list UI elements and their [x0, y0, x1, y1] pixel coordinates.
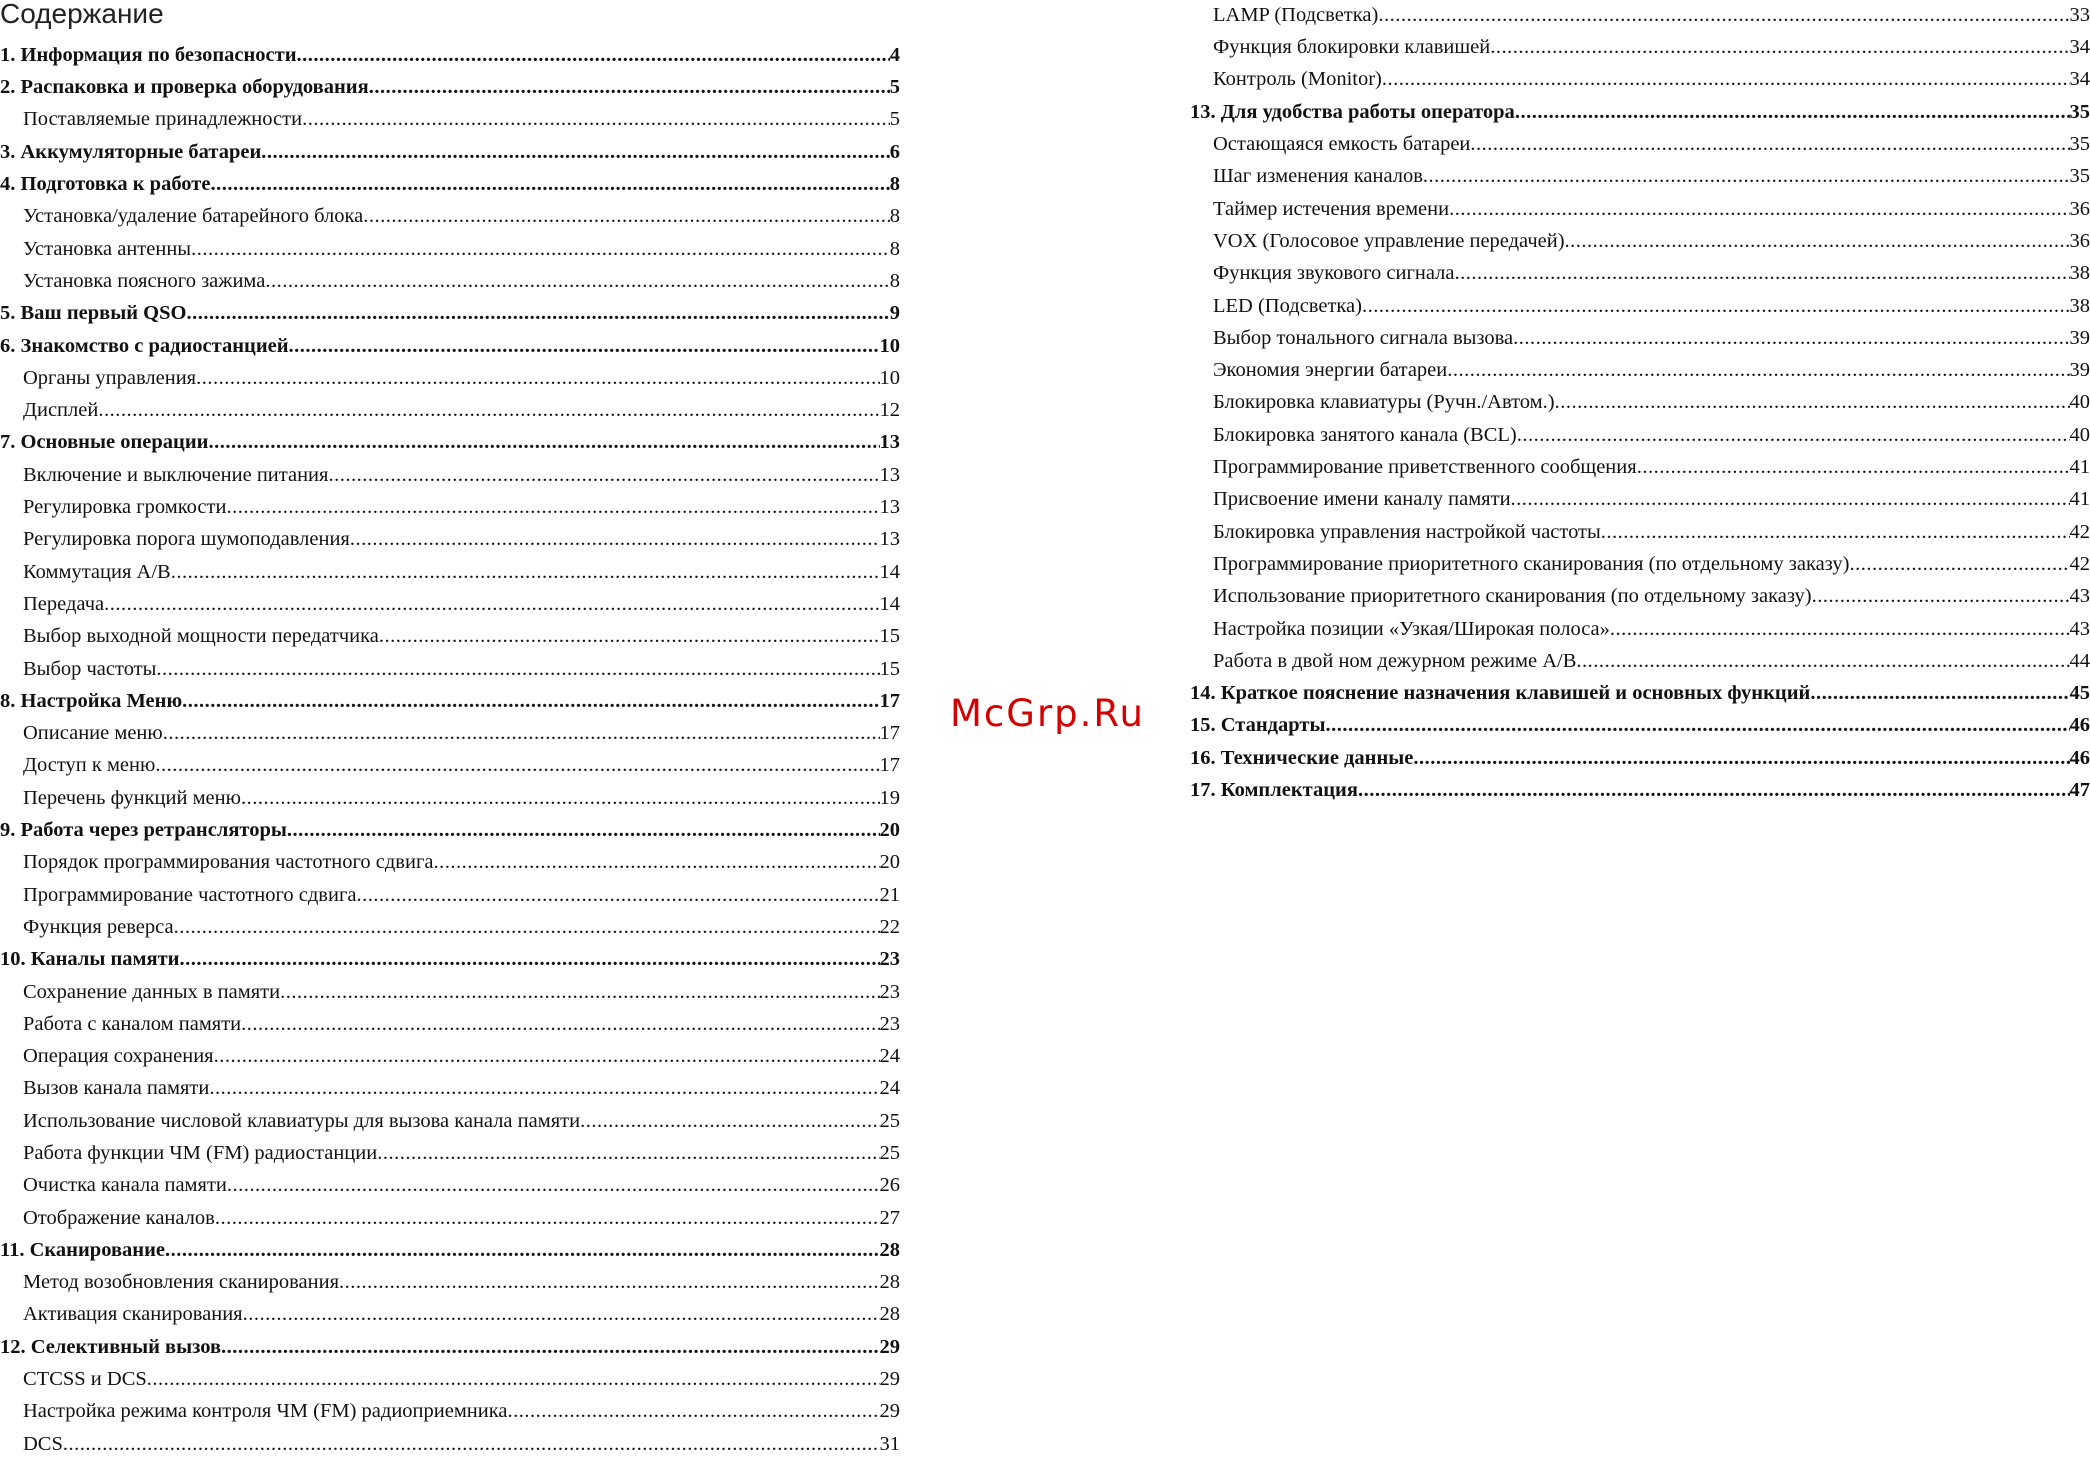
toc-entry-label: 5. Ваш первый QSO — [0, 303, 186, 324]
toc-page-number: 5 — [890, 77, 900, 98]
toc-dot-leader — [1576, 651, 2069, 672]
toc-dot-leader — [369, 77, 890, 98]
toc-dot-leader — [214, 1046, 880, 1067]
toc-page-number: 24 — [880, 1078, 901, 1099]
toc-dot-leader — [196, 368, 879, 389]
toc-section-entry[interactable] — [0, 943, 900, 975]
toc-dot-leader — [226, 497, 879, 518]
toc-dot-leader — [104, 594, 879, 615]
toc-subsection-entry[interactable] — [0, 265, 900, 297]
toc-subsection-entry[interactable] — [0, 1040, 900, 1072]
toc-page-number: 22 — [880, 917, 901, 938]
toc-entry-label: Регулировка громкости — [23, 497, 226, 518]
toc-subsection-entry[interactable] — [0, 717, 900, 749]
toc-dot-leader — [241, 1014, 879, 1035]
toc-dot-leader — [1513, 328, 2069, 349]
toc-section-entry[interactable] — [1190, 96, 2090, 128]
toc-dot-leader — [163, 723, 880, 744]
toc-subsection-entry[interactable] — [0, 556, 900, 588]
toc-entry-label: 15. Стандарты — [1190, 715, 1326, 736]
toc-dot-leader — [227, 1175, 880, 1196]
toc-entry-label: LED (Подсветка) — [1213, 296, 1362, 317]
toc-entry-label: 17. Комплектация — [1190, 780, 1358, 801]
toc-dot-leader — [191, 239, 890, 260]
toc-page-number: 39 — [2070, 328, 2090, 349]
toc-page-number: 8 — [890, 271, 900, 292]
toc-section-entry[interactable] — [0, 1331, 900, 1363]
toc-entry-label: Шаг изменения каналов — [1213, 166, 1423, 187]
toc-entry-label: 1. Информация по безопасности — [0, 45, 297, 66]
toc-entry-label: Включение и выключение питания — [23, 465, 328, 486]
toc-section-entry[interactable] — [1190, 677, 2090, 709]
toc-page-number: 43 — [2070, 586, 2090, 607]
toc-dot-leader — [1358, 780, 2070, 801]
toc-page-number: 28 — [880, 1240, 901, 1261]
toc-section-entry[interactable] — [0, 1234, 900, 1266]
toc-subsection-entry[interactable] — [1190, 419, 2090, 451]
toc-page-number: 27 — [880, 1208, 901, 1229]
toc-page-number: 31 — [880, 1434, 901, 1455]
toc-entry-label: 10. Каналы памяти — [0, 949, 179, 970]
toc-subsection-entry[interactable] — [0, 1363, 900, 1395]
toc-entry-label: Работа с каналом памяти — [23, 1014, 241, 1035]
toc-dot-leader — [1413, 748, 2069, 769]
toc-subsection-entry[interactable] — [0, 846, 900, 878]
toc-subsection-entry[interactable] — [1190, 451, 2090, 483]
toc-dot-leader — [302, 109, 890, 130]
toc-page-number: 36 — [2070, 199, 2090, 220]
toc-page-number: 42 — [2070, 522, 2090, 543]
toc-entry-label: Регулировка порога шумоподавления — [23, 529, 350, 550]
toc-dot-leader — [265, 271, 889, 292]
toc-page-number: 43 — [2070, 619, 2090, 640]
toc-entry-label: Выбор тонального сигнала вызова — [1213, 328, 1513, 349]
toc-subsection-entry[interactable] — [1190, 483, 2090, 515]
toc-dot-leader — [1601, 522, 2070, 543]
toc-dot-leader — [1362, 296, 2070, 317]
toc-dot-leader — [210, 174, 889, 195]
toc-subsection-entry[interactable] — [0, 620, 900, 652]
toc-entry-label: VOX (Голосовое управление передачей) — [1213, 231, 1565, 252]
toc-page-number: 20 — [880, 820, 901, 841]
toc-dot-leader — [339, 1272, 879, 1293]
toc-subsection-entry[interactable] — [0, 1008, 900, 1040]
toc-page-number: 45 — [2070, 683, 2090, 704]
toc-dot-leader — [580, 1111, 879, 1132]
toc-subsection-entry[interactable] — [0, 491, 900, 523]
toc-page-number: 41 — [2070, 457, 2090, 478]
toc-entry-label: Функция звукового сигнала — [1213, 263, 1455, 284]
toc-entry-label: Блокировка управления настройкой частоты — [1213, 522, 1601, 543]
toc-page-number: 5 — [890, 109, 900, 130]
toc-dot-leader — [356, 885, 879, 906]
toc-entry-label: Программирование частотного сдвига — [23, 885, 356, 906]
toc-entry-label: Органы управления — [23, 368, 196, 389]
toc-subsection-entry[interactable] — [0, 523, 900, 555]
toc-subsection-entry[interactable] — [0, 1169, 900, 1201]
toc-page-number: 36 — [2070, 231, 2090, 252]
toc-dot-leader — [155, 755, 879, 776]
toc-page-number: 33 — [2070, 5, 2090, 26]
toc-subsection-entry[interactable] — [0, 1137, 900, 1169]
toc-entry-label: 16. Технические данные — [1190, 748, 1413, 769]
toc-entry-label: Функция блокировки клавишей — [1213, 37, 1490, 58]
toc-page-number: 23 — [880, 949, 901, 970]
toc-subsection-entry[interactable] — [0, 104, 900, 136]
toc-dot-leader — [1423, 166, 2070, 187]
toc-page-number: 17 — [880, 723, 901, 744]
toc-dot-leader — [1517, 425, 2070, 446]
toc-page-number: 38 — [2070, 263, 2090, 284]
toc-entry-label: 6. Знакомство с радиостанцией — [0, 336, 289, 357]
toc-page-number: 13 — [880, 497, 901, 518]
toc-entry-label: Установка/удаление батарейного блока — [23, 206, 363, 227]
toc-section-entry[interactable] — [0, 330, 900, 362]
toc-dot-leader — [1382, 69, 2070, 90]
toc-dot-leader — [328, 465, 879, 486]
toc-entry-label: 4. Подготовка к работе — [0, 174, 210, 195]
toc-dot-leader — [171, 562, 880, 583]
toc-page-number: 14 — [880, 562, 901, 583]
toc-entry-label: Настройка режима контроля ЧМ (FM) радиоприемника — [23, 1401, 508, 1422]
toc-dot-leader — [98, 400, 879, 421]
toc-page-number: 14 — [880, 594, 901, 615]
toc-entry-label: CTCSS и DCS — [23, 1369, 147, 1390]
toc-dot-leader — [1610, 619, 2070, 640]
toc-dot-leader — [179, 949, 879, 970]
toc-entry-label: Описание меню — [23, 723, 163, 744]
toc-dot-leader — [1378, 5, 2069, 26]
toc-page-number: 29 — [880, 1369, 901, 1390]
toc-subsection-entry[interactable] — [0, 200, 900, 232]
toc-entry-label: 11. Сканирование — [0, 1240, 165, 1261]
toc-entry-label: Операция сохранения — [23, 1046, 214, 1067]
toc-dot-leader — [186, 303, 889, 324]
toc-entry-label: Выбор выходной мощности передатчика — [23, 626, 379, 647]
toc-entry-label: Работа функции ЧМ (FM) радиостанции — [23, 1143, 377, 1164]
toc-page-number: 28 — [880, 1304, 901, 1325]
toc-entry-label: Программирование приоритетного сканирования (по отдельному заказу) — [1213, 554, 1849, 575]
toc-dot-leader — [1490, 37, 2069, 58]
toc-page-number: 39 — [2070, 360, 2090, 381]
toc-dot-leader — [241, 788, 880, 809]
toc-page-number: 8 — [890, 239, 900, 260]
toc-page-number: 9 — [890, 303, 900, 324]
toc-entry-label: 8. Настройка Меню — [0, 691, 182, 712]
toc-section-entry[interactable] — [1190, 710, 2090, 742]
toc-page-number: 40 — [2070, 425, 2090, 446]
toc-entry-label: 2. Распаковка и проверка оборудования — [0, 77, 369, 98]
toc-page-number: 41 — [2070, 489, 2090, 510]
toc-subsection-entry[interactable] — [1190, 645, 2090, 677]
toc-page-number: 29 — [880, 1337, 901, 1358]
toc-page-number: 12 — [880, 400, 901, 421]
toc-page-number: 17 — [880, 755, 901, 776]
toc-entry-label: Экономия энергии батареи — [1213, 360, 1447, 381]
toc-dot-leader — [215, 1208, 880, 1229]
toc-subsection-entry[interactable] — [0, 879, 900, 911]
toc-page-number: 13 — [880, 465, 901, 486]
toc-page-number: 35 — [2070, 102, 2090, 123]
toc-page-number: 13 — [880, 529, 901, 550]
toc-dot-leader — [1447, 360, 2069, 381]
toc-entry-label: Работа в двой ном дежурном режиме A/B — [1213, 651, 1576, 672]
toc-entry-label: 14. Краткое пояснение назначения клавишей и основных функций — [1190, 683, 1810, 704]
toc-page-number: 29 — [880, 1401, 901, 1422]
toc-page-number: 15 — [880, 626, 901, 647]
toc-page-number: 28 — [880, 1272, 901, 1293]
toc-dot-leader — [1515, 102, 2070, 123]
toc-entry-label: Сохранение данных в памяти — [23, 982, 280, 1003]
toc-subsection-entry[interactable] — [1190, 0, 2090, 31]
toc-dot-leader — [221, 1337, 879, 1358]
toc-entry-label: Очистка канала памяти — [23, 1175, 227, 1196]
toc-entry-label: Порядок программирования частотного сдвига — [23, 852, 433, 873]
toc-subsection-entry[interactable] — [1190, 387, 2090, 419]
toc-subsection-entry[interactable] — [0, 911, 900, 943]
toc-entry-label: Поставляемые принадлежности — [23, 109, 302, 130]
toc-entry-label: Блокировка клавиатуры (Ручн./Автом.) — [1213, 392, 1555, 413]
toc-dot-leader — [350, 529, 880, 550]
toc-page-number: 23 — [880, 1014, 901, 1035]
toc-subsection-entry[interactable] — [0, 1073, 900, 1105]
toc-subsection-entry[interactable] — [1190, 193, 2090, 225]
toc-entry-label: Установка антенны — [23, 239, 191, 260]
toc-subsection-entry[interactable] — [0, 459, 900, 491]
toc-dot-leader — [287, 820, 880, 841]
toc-entry-label: Дисплей — [23, 400, 98, 421]
toc-subsection-entry[interactable] — [0, 233, 900, 265]
toc-page-number: 35 — [2070, 166, 2090, 187]
toc-page-number: 13 — [880, 432, 901, 453]
toc-dot-leader — [1637, 457, 2070, 478]
toc-section-entry[interactable] — [0, 297, 900, 329]
toc-subsection-entry[interactable] — [1190, 128, 2090, 160]
toc-subsection-entry[interactable] — [0, 1266, 900, 1298]
toc-page-number: 38 — [2070, 296, 2090, 317]
watermark: McGrp.Ru — [950, 692, 1145, 735]
toc-page-number: 44 — [2070, 651, 2090, 672]
toc-page-number: 34 — [2070, 69, 2090, 90]
toc-dot-leader — [209, 1078, 879, 1099]
toc-page-number: 42 — [2070, 554, 2090, 575]
toc-subsection-entry[interactable] — [0, 588, 900, 620]
toc-section-entry[interactable] — [0, 39, 900, 71]
toc-dot-leader — [280, 982, 879, 1003]
toc-page-number: 46 — [2070, 715, 2090, 736]
toc-entry-label: LAMP (Подсветка) — [1213, 5, 1378, 26]
toc-dot-leader — [1326, 715, 2070, 736]
toc-page-number: 4 — [890, 45, 900, 66]
toc-dot-leader — [379, 626, 880, 647]
toc-section-entry[interactable] — [0, 71, 900, 103]
toc-section-entry[interactable] — [1190, 742, 2090, 774]
toc-entry-label: Использование приоритетного сканирования (по отдельному заказу) — [1213, 586, 1812, 607]
toc-dot-leader — [1565, 231, 2070, 252]
toc-right-column — [1190, 0, 2090, 806]
toc-page-number: 25 — [880, 1111, 901, 1132]
toc-page-number: 40 — [2070, 392, 2090, 413]
toc-dot-leader — [182, 691, 879, 712]
toc-entry-label: Остающаяся емкость батареи — [1213, 134, 1470, 155]
toc-subsection-entry[interactable] — [0, 750, 900, 782]
toc-subsection-entry[interactable] — [1190, 548, 2090, 580]
toc-page-number: 23 — [880, 982, 901, 1003]
toc-dot-leader — [1849, 554, 2069, 575]
toc-page-number: 10 — [880, 368, 901, 389]
toc-subsection-entry[interactable] — [1190, 257, 2090, 289]
toc-dot-leader — [1455, 263, 2070, 284]
toc-entry-label: Установка поясного зажима — [23, 271, 265, 292]
toc-dot-leader — [1470, 134, 2069, 155]
toc-entry-label: Перечень функций меню — [23, 788, 241, 809]
toc-subsection-entry[interactable] — [1190, 613, 2090, 645]
toc-page-number: 19 — [880, 788, 901, 809]
toc-subsection-entry[interactable] — [0, 653, 900, 685]
toc-page-number: 10 — [880, 336, 901, 357]
toc-page-number: 15 — [880, 659, 901, 680]
toc-entry-label: 7. Основные операции — [0, 432, 208, 453]
toc-entry-label: Выбор частоты — [23, 659, 156, 680]
toc-section-entry[interactable] — [0, 168, 900, 200]
toc-subsection-entry[interactable] — [1190, 354, 2090, 386]
toc-dot-leader — [377, 1143, 879, 1164]
toc-dot-leader — [261, 142, 889, 163]
toc-page-number: 47 — [2070, 780, 2090, 801]
toc-dot-leader — [1449, 199, 2069, 220]
toc-page-number: 46 — [2070, 748, 2090, 769]
toc-entry-label: Использование числовой клавиатуры для вызова канала памяти — [23, 1111, 580, 1132]
toc-dot-leader — [363, 206, 890, 227]
toc-entry-label: Настройка позиции «Узкая/Широкая полоса» — [1213, 619, 1610, 640]
toc-entry-label: Контроль (Monitor) — [1213, 69, 1382, 90]
toc-page-number: 34 — [2070, 37, 2090, 58]
toc-subsection-entry[interactable] — [0, 1299, 900, 1331]
toc-dot-leader — [147, 1369, 880, 1390]
toc-section-entry[interactable] — [0, 136, 900, 168]
toc-subsection-entry[interactable] — [0, 1202, 900, 1234]
toc-entry-label: DCS — [23, 1434, 63, 1455]
toc-entry-label: 12. Селективный вызов — [0, 1337, 221, 1358]
toc-subsection-entry[interactable] — [1190, 31, 2090, 63]
toc-subsection-entry[interactable] — [1190, 516, 2090, 548]
toc-subsection-entry[interactable] — [0, 362, 900, 394]
toc-subsection-entry[interactable] — [1190, 160, 2090, 192]
toc-page-number: 35 — [2070, 134, 2090, 155]
toc-entry-label: Отображение каналов — [23, 1208, 215, 1229]
toc-subsection-entry[interactable] — [0, 394, 900, 426]
toc-dot-leader — [243, 1304, 880, 1325]
toc-subsection-entry[interactable] — [1190, 290, 2090, 322]
toc-dot-leader — [433, 852, 879, 873]
toc-entry-label: Блокировка занятого канала (BCL) — [1213, 425, 1517, 446]
toc-page-number: 24 — [880, 1046, 901, 1067]
toc-dot-leader — [297, 45, 890, 66]
toc-dot-leader — [156, 659, 879, 680]
toc-page-number: 21 — [880, 885, 901, 906]
toc-subsection-entry[interactable] — [0, 976, 900, 1008]
toc-left-column — [0, 39, 900, 1460]
toc-dot-leader — [1812, 586, 2070, 607]
toc-subsection-entry[interactable] — [0, 1105, 900, 1137]
toc-subsection-entry[interactable] — [1190, 580, 2090, 612]
toc-entry-label: Присвоение имени каналу памяти — [1213, 489, 1511, 510]
toc-page-number: 25 — [880, 1143, 901, 1164]
toc-page-number: 20 — [880, 852, 901, 873]
toc-subsection-entry[interactable] — [0, 1428, 900, 1460]
toc-page-number: 8 — [890, 174, 900, 195]
toc-page-number: 26 — [880, 1175, 901, 1196]
toc-page-number: 17 — [880, 691, 901, 712]
toc-section-entry[interactable] — [0, 427, 900, 459]
toc-subsection-entry[interactable] — [1190, 64, 2090, 96]
toc-dot-leader — [1810, 683, 2069, 704]
toc-subsection-entry[interactable] — [0, 782, 900, 814]
toc-page-number: 8 — [890, 206, 900, 227]
toc-entry-label: Таймер истечения времени — [1213, 199, 1449, 220]
toc-dot-leader — [508, 1401, 880, 1422]
toc-dot-leader — [289, 336, 880, 357]
toc-entry-label: Метод возобновления сканирования — [23, 1272, 339, 1293]
toc-entry-label: Коммутация A/B — [23, 562, 171, 583]
toc-page-number: 6 — [890, 142, 900, 163]
toc-dot-leader — [1511, 489, 2070, 510]
toc-dot-leader — [165, 1240, 880, 1261]
toc-subsection-entry[interactable] — [1190, 322, 2090, 354]
toc-entry-label: Программирование приветственного сообщения — [1213, 457, 1637, 478]
toc-subsection-entry[interactable] — [1190, 225, 2090, 257]
toc-entry-label: Функция реверса — [23, 917, 174, 938]
toc-section-entry[interactable] — [1190, 774, 2090, 806]
toc-entry-label: Доступ к меню — [23, 755, 155, 776]
toc-dot-leader — [1555, 392, 2070, 413]
toc-subsection-entry[interactable] — [0, 1395, 900, 1427]
toc-entry-label: 9. Работа через ретрансляторы — [0, 820, 287, 841]
toc-entry-label: Вызов канала памяти — [23, 1078, 209, 1099]
toc-section-entry[interactable] — [0, 685, 900, 717]
page-title: Содержание — [0, 0, 164, 30]
toc-dot-leader — [63, 1434, 880, 1455]
toc-entry-label: 3. Аккумуляторные батареи — [0, 142, 261, 163]
toc-entry-label: 13. Для удобства работы оператора — [1190, 102, 1515, 123]
toc-dot-leader — [174, 917, 880, 938]
toc-dot-leader — [208, 432, 879, 453]
toc-entry-label: Передача — [23, 594, 104, 615]
toc-entry-label: Активация сканирования — [23, 1304, 243, 1325]
toc-section-entry[interactable] — [0, 814, 900, 846]
